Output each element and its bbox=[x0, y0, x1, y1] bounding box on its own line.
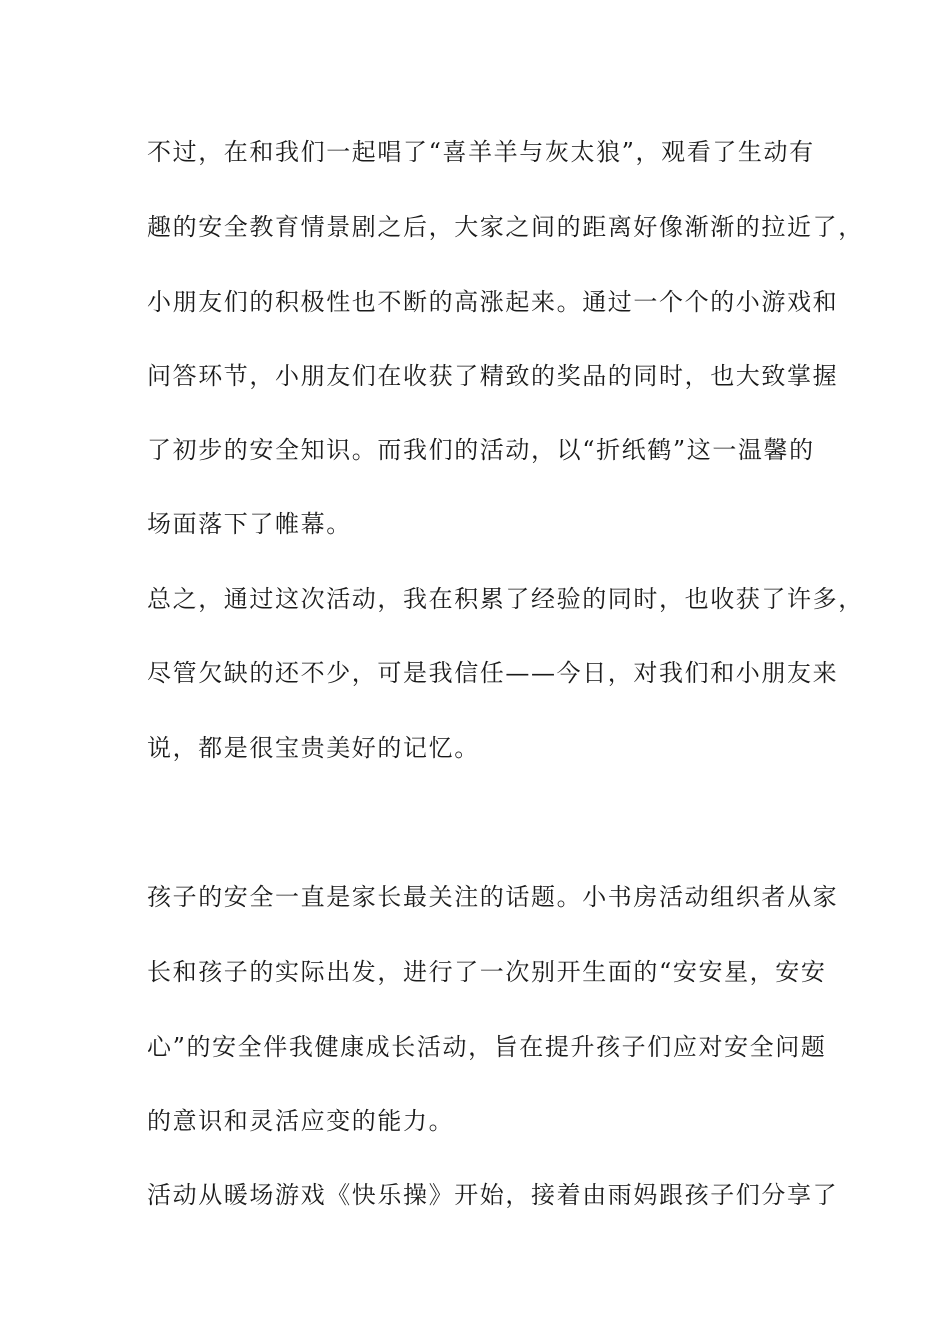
text-line: 的意识和灵活应变的能力。 bbox=[147, 1107, 455, 1135]
text-line: 不过，在和我们一起唱了“喜羊羊与灰太狼”，观看了生动有 bbox=[147, 138, 815, 166]
text-line: 心”的安全伴我健康成长活动，旨在提升孩子们应对安全问题 bbox=[147, 1033, 827, 1061]
text-line: 了初步的安全知识。而我们的活动，以“折纸鹤”这一温馨的 bbox=[147, 436, 815, 464]
text-line: 总之，通过这次活动，我在积累了经验的同时，也收获了许多， bbox=[147, 585, 864, 613]
text-line: 场面落下了帷幕。 bbox=[147, 510, 352, 538]
text-line: 尽管欠缺的还不少，可是我信任——今日，对我们和小朋友来 bbox=[147, 659, 839, 687]
text-line: 孩子的安全一直是家长最关注的话题。小书房活动组织者从家 bbox=[147, 883, 839, 911]
text-line: 说，都是很宝贵美好的记忆。 bbox=[147, 734, 480, 762]
text-line: 长和孩子的实际出发，进行了一次别开生面的“安安星，安安 bbox=[147, 958, 827, 986]
text-line: 问答环节，小朋友们在收获了精致的奖品的同时，也大致掌握 bbox=[147, 362, 839, 390]
text-line: 趣的安全教育情景剧之后，大家之间的距离好像渐渐的拉近了， bbox=[147, 213, 864, 241]
text-line: 小朋友们的积极性也不断的高涨起来。通过一个个的小游戏和 bbox=[147, 288, 839, 316]
text-line: 活动从暖场游戏《快乐操》开始，接着由雨妈跟孩子们分享了 bbox=[147, 1181, 839, 1209]
